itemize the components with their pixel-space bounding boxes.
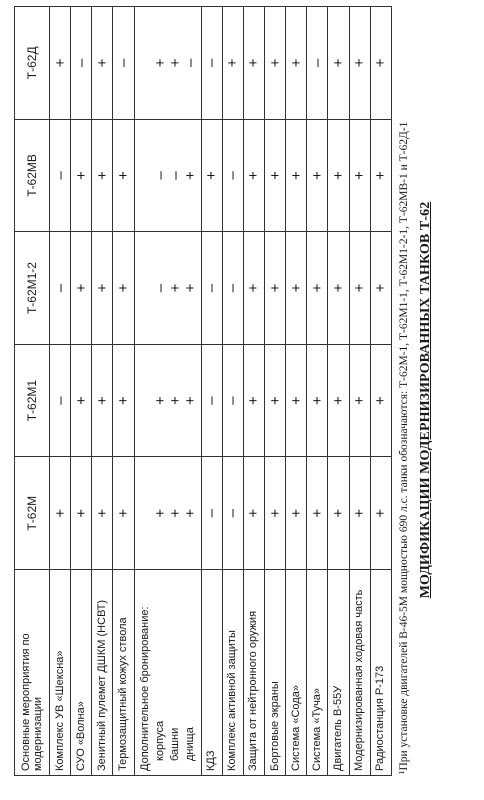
sub-mark: – — [151, 283, 169, 293]
mark-cell: + — [349, 232, 370, 345]
table-row — [370, 7, 391, 776]
mark-cell: – — [50, 344, 71, 457]
mark-cell: – — [222, 232, 243, 345]
sub-mark: + — [181, 396, 199, 405]
mark-cell: + — [307, 457, 328, 570]
row-label: Термозащитный кожух ствола — [113, 570, 134, 776]
modifications-table — [14, 6, 392, 776]
mark-cell: – — [113, 7, 134, 120]
mark-cell: + — [307, 232, 328, 345]
mark-cell — [134, 119, 201, 232]
mark-cell: – — [222, 344, 243, 457]
mark-cell: – — [222, 119, 243, 232]
mark-cell: + — [328, 119, 349, 232]
row-label: Радиостанция Р-173 — [370, 570, 391, 776]
column-header-t62mv: Т-62МВ — [15, 119, 50, 232]
row-sublabel: днища — [183, 727, 196, 761]
mark-cell: + — [71, 344, 92, 457]
table-header-row — [15, 7, 50, 776]
mark-cell: + — [370, 7, 391, 120]
spacer — [138, 461, 153, 565]
mark-cell: + — [113, 232, 134, 345]
spacer — [138, 349, 153, 453]
row-label: КДЗ — [201, 570, 222, 776]
column-header-t62m1: Т-62М1 — [15, 344, 50, 457]
mark-cell: + — [201, 119, 222, 232]
table-row — [50, 7, 71, 776]
sub-mark: + — [181, 508, 199, 518]
mark-cell: + — [307, 119, 328, 232]
table-row — [286, 7, 307, 776]
mark-cell: – — [201, 344, 222, 457]
mark-cell: + — [92, 7, 113, 120]
mark-cell: – — [222, 457, 243, 570]
spacer — [138, 236, 153, 340]
spacer — [138, 11, 153, 115]
row-label: Защита от нейтронного оружия — [243, 570, 264, 776]
column-header-t62m: Т-62М — [15, 457, 50, 570]
mark-cell: + — [71, 119, 92, 232]
table-row — [113, 7, 134, 776]
mark-cell: + — [50, 7, 71, 120]
sub-mark: + — [151, 508, 169, 518]
row-sublabel: корпуса — [153, 720, 166, 761]
row-label: СУО «Волна» — [71, 570, 92, 776]
mark-cell: – — [201, 232, 222, 345]
sub-mark: + — [181, 171, 199, 180]
row-label-main: Дополнительное бронирование: — [138, 606, 151, 771]
mark-cell: + — [243, 232, 264, 345]
mark-cell: + — [92, 119, 113, 232]
sub-mark: + — [166, 283, 184, 293]
mark-cell — [134, 232, 201, 345]
sub-mark: – — [166, 171, 184, 180]
mark-cell: + — [328, 457, 349, 570]
mark-cell: + — [349, 344, 370, 457]
sub-mark: – — [181, 58, 199, 67]
row-label: Комплекс УВ «Шексна» — [50, 570, 71, 776]
sub-mark: + — [166, 58, 184, 68]
table-body — [50, 7, 392, 776]
table-row — [264, 7, 285, 776]
mark-cell: + — [92, 457, 113, 570]
mark-cell: + — [264, 344, 285, 457]
mark-cell: – — [307, 7, 328, 120]
mark-cell: + — [243, 344, 264, 457]
column-header-t62d: Т-62Д — [15, 7, 50, 120]
mark-cell: + — [349, 457, 370, 570]
mark-cell: + — [222, 7, 243, 120]
sub-mark: – — [151, 171, 169, 180]
mark-cell: + — [328, 7, 349, 120]
sub-mark: + — [166, 396, 184, 405]
mark-cell: + — [71, 457, 92, 570]
mark-cell: – — [50, 119, 71, 232]
mark-cell: + — [243, 7, 264, 120]
mark-cell: + — [243, 119, 264, 232]
mark-cell: + — [92, 344, 113, 457]
row-label: Система «Сода» — [286, 570, 307, 776]
mark-cell — [134, 7, 201, 120]
mark-cell: + — [286, 7, 307, 120]
mark-cell: – — [71, 7, 92, 120]
spacer — [138, 124, 153, 228]
mark-cell — [134, 344, 201, 457]
mark-cell: + — [50, 457, 71, 570]
mark-cell: – — [201, 7, 222, 120]
column-header-t62m1-2: Т-62М1-2 — [15, 232, 50, 345]
sub-mark: + — [151, 396, 169, 405]
row-sublabel: башни — [168, 727, 181, 761]
mark-cell: + — [286, 232, 307, 345]
mark-cell: + — [264, 457, 285, 570]
table-row — [307, 7, 328, 776]
mark-cell: + — [328, 344, 349, 457]
mark-cell: + — [264, 7, 285, 120]
mark-cell — [134, 457, 201, 570]
mark-cell: – — [201, 457, 222, 570]
mark-cell: + — [370, 344, 391, 457]
sub-mark: + — [181, 283, 199, 293]
table-row — [328, 7, 349, 776]
mark-cell: + — [113, 457, 134, 570]
mark-cell: + — [286, 457, 307, 570]
page-title: МОДИФИКАЦИИ МОДЕРНИЗИРОВАННЫХ ТАНКОВ Т-62 — [418, 201, 433, 599]
mark-cell: + — [370, 457, 391, 570]
mark-cell: + — [113, 344, 134, 457]
mark-cell: – — [50, 232, 71, 345]
sub-mark: + — [166, 508, 184, 518]
footnote: ¹При установке двигателей В-46-5М мощностью 690 л.с. танки обозначаются: Т-62М-1, Т-62М1-1, Т-62М1-2-1, Т-62МВ-1 и Т-62Д-1 — [398, 121, 410, 774]
column-header-measures: Основные мероприятия по модернизации — [15, 570, 50, 776]
table-row — [92, 7, 113, 776]
mark-cell: + — [370, 119, 391, 232]
mark-cell: + — [286, 119, 307, 232]
mark-cell: + — [307, 344, 328, 457]
mark-cell: + — [349, 7, 370, 120]
row-label: Двигатель В-55У — [328, 570, 349, 776]
row-label: Бортовые экраны — [264, 570, 285, 776]
mark-cell: + — [370, 232, 391, 345]
mark-cell: + — [264, 119, 285, 232]
table-row — [71, 7, 92, 776]
table-row — [243, 7, 264, 776]
table-row — [134, 7, 201, 776]
mark-cell: + — [243, 457, 264, 570]
row-label — [134, 570, 201, 776]
sub-mark: + — [151, 58, 169, 68]
mark-cell: + — [349, 119, 370, 232]
table-row — [222, 7, 243, 776]
mark-cell: + — [264, 232, 285, 345]
row-label: Комплекс активной защиты — [222, 570, 243, 776]
mark-cell: + — [71, 232, 92, 345]
mark-cell: + — [286, 344, 307, 457]
row-label: Модернизированная ходовая часть — [349, 570, 370, 776]
table-row — [349, 7, 370, 776]
row-label: Система «Туча» — [307, 570, 328, 776]
row-label: Зенитный пулемет ДШКМ (НСВТ) — [92, 570, 113, 776]
table-row — [201, 7, 222, 776]
mark-cell: + — [92, 232, 113, 345]
mark-cell: + — [113, 119, 134, 232]
mark-cell: + — [328, 232, 349, 345]
